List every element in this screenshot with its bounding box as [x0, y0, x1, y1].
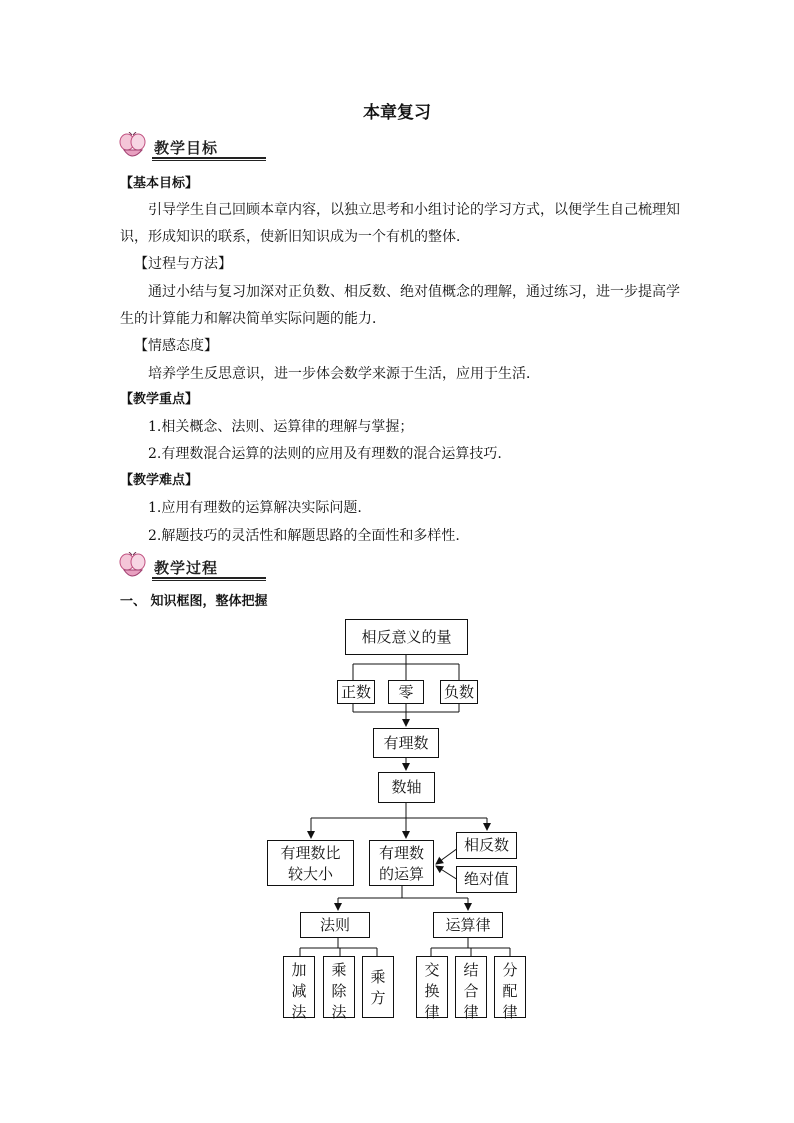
diagram-text: 加 — [291, 961, 307, 979]
diagram-text: 换 — [424, 982, 440, 1000]
diagram-node-power — [362, 956, 394, 1018]
page-title: 本章复习 — [363, 103, 431, 123]
diagram-text: 有理数比 — [280, 844, 341, 862]
diagram-node-mul-div — [323, 956, 355, 1021]
diagram-node-opposite: 相反数 — [456, 832, 517, 859]
diagram-text: 律 — [502, 1003, 518, 1021]
basic-goal-text-1: 引导学生自己回顾本章内容，以独立思考和小组讨论的学习方式，以便学生自己梳理知 — [148, 202, 680, 218]
key-points-label: 【教学重点】 — [120, 392, 199, 407]
diagram-text: 律 — [424, 1003, 440, 1021]
diagram-text: 除 — [331, 982, 347, 1000]
emotion-text-1: 培养学生反思意识，进一步体会数学来源于生活，应用于生活． — [148, 366, 540, 382]
diagram-text: 乘 — [370, 968, 386, 986]
diagram-node-associative — [455, 956, 487, 1021]
process-method-label: 【过程与方法】 — [134, 256, 232, 272]
diagram-node-negative: 负数 — [440, 680, 478, 704]
diagram-text: 有理数 — [378, 844, 424, 862]
basic-goal-label: 【基本目标】 — [120, 176, 199, 191]
diagram-node-distributive — [494, 956, 526, 1021]
diagram-text: 交 — [424, 961, 440, 979]
diagram-node-compare — [267, 840, 354, 886]
section-label-process: 教学过程 — [154, 559, 219, 577]
process-method-text-1: 通过小结与复习加深对正负数、相反数、绝对值概念的理解，通过练习，进一步提高学 — [148, 284, 680, 300]
diagram-node-absolute: 绝对值 — [456, 866, 517, 893]
diagram-text: 法 — [291, 1003, 307, 1021]
key-point-item: 2.有理数混合运算的法则的应用及有理数的混合运算技巧. — [148, 446, 502, 462]
emotion-label: 【情感态度】 — [134, 338, 218, 354]
section-label-goals: 教学目标 — [154, 139, 219, 157]
diagram-text: 合 — [463, 982, 479, 1000]
difficulties-label: 【教学难点】 — [120, 473, 199, 488]
diagram-node-rules: 法则 — [300, 912, 370, 938]
diagram-node-rational: 有理数 — [373, 728, 439, 758]
diagram-node-laws: 运算律 — [433, 912, 503, 938]
diagram-node-add-sub — [283, 956, 315, 1021]
process-method-text-2: 生的计算能力和解决简单实际问题的能力． — [120, 311, 386, 327]
diagram-text: 结 — [463, 961, 479, 979]
key-point-item: 1.相关概念、法则、运算律的理解与掌握； — [148, 419, 414, 435]
diagram-node-commutative — [416, 956, 448, 1021]
diagram-node-zero: 零 — [388, 680, 424, 704]
difficulty-item: 2.解题技巧的灵活性和解题思路的全面性和多样性. — [148, 528, 460, 544]
diagram-node-number-line: 数轴 — [378, 772, 435, 803]
diagram-text: 方 — [370, 989, 386, 1007]
diagram-text: 较大小 — [287, 865, 333, 883]
diagram-text: 分 — [502, 961, 518, 979]
basic-goal-text-2: 识，形成知识的联系，使新旧知识成为一个有机的整体． — [120, 229, 470, 245]
diagram-text: 减 — [291, 982, 307, 1000]
diagram-node-positive: 正数 — [337, 680, 375, 704]
diagram-text: 配 — [502, 982, 518, 1000]
difficulty-item: 1.应用有理数的运算解决实际问题. — [148, 500, 362, 516]
diagram-text: 乘 — [331, 961, 347, 979]
diagram-node-operations — [369, 840, 434, 886]
diagram-text: 律 — [463, 1003, 479, 1021]
diagram-node-quantities: 相反意义的量 — [345, 619, 468, 655]
diagram-text: 法 — [331, 1003, 347, 1021]
part1-heading: 一、 知识框图，整体把握 — [120, 594, 268, 609]
diagram-text: 的运算 — [378, 865, 424, 883]
